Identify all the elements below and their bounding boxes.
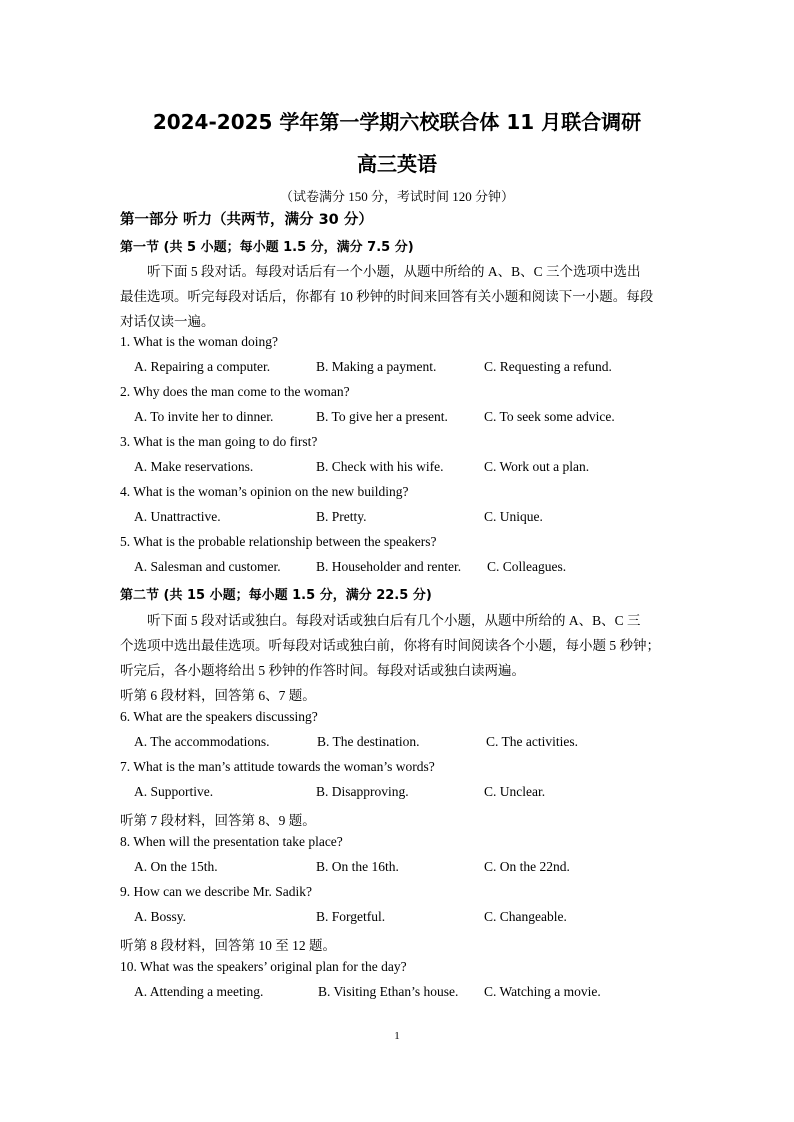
section1-heading: 第一节 (共 5 小题；每小题 1.5 分，满分 7.5 分) (120, 240, 414, 255)
section2-instruction-line: 听完后，各小题将给出 5 秒钟的作答时间。每段对话或独白读两遍。 (120, 663, 525, 678)
option-c: C. On the 22nd. (484, 859, 570, 874)
option-b: B. On the 16th. (316, 859, 399, 874)
option-b: B. Disapproving. (316, 784, 409, 799)
option-a: A. Repairing a computer. (134, 359, 271, 374)
section2-instruction-line: 听下面 5 段对话或独白。每段对话或独白后有几个小题，从题中所给的 A、B、C 三 (147, 613, 641, 628)
question-6: 6. What are the speakers discussing? (120, 709, 318, 724)
group-instruction: 听第 7 段材料，回答第 8、9 题。 (120, 813, 316, 828)
option-a: A. Salesman and customer. (134, 559, 281, 574)
option-a: A. Attending a meeting. (134, 984, 264, 999)
option-c: C. Watching a movie. (484, 984, 601, 999)
option-c: C. Unclear. (484, 784, 546, 799)
section2-heading: 第二节 (共 15 小题；每小题 1.5 分，满分 22.5 分) (120, 588, 432, 603)
option-a: A. Supportive. (134, 784, 214, 799)
option-c: C. Requesting a refund. (484, 359, 612, 374)
exam-subtitle: 高三英语 (357, 152, 437, 176)
question-5: 5. What is the probable relationship between the speakers? (120, 534, 437, 549)
question-1: 1. What is the woman doing? (120, 334, 278, 349)
question-10: 10. What was the speakers’ original plan for the day? (120, 959, 407, 974)
option-c: C. Changeable. (484, 909, 567, 924)
option-b: B. Check with his wife. (316, 459, 444, 474)
question-7: 7. What is the man’s attitude towards the woman’s words? (120, 759, 435, 774)
exam-note: （试卷满分 150 分，考试时间 120 分钟） (279, 189, 514, 204)
group-instruction: 听第 6 段材料，回答第 6、7 题。 (120, 688, 316, 703)
option-b: B. Pretty. (316, 509, 367, 524)
option-a: A. On the 15th. (134, 859, 218, 874)
option-c: C. The activities. (486, 734, 578, 749)
section1-instruction-line: 对话仅读一遍。 (120, 314, 215, 329)
section2-instruction-line: 个选项中选出最佳选项。听每段对话或独白前，你将有时间阅读各个小题，每小题 5 秒钟； (120, 638, 660, 653)
option-c: C. Unique. (484, 509, 543, 524)
exam-title: 2024-2025 学年第一学期六校联合体 11 月联合调研 (152, 110, 642, 134)
option-c: C. Work out a plan. (484, 459, 590, 474)
section1-instruction-line: 最佳选项。听完每段对话后，你都有 10 秒钟的时间来回答有关小题和阅读下一小题。每段 (120, 289, 654, 304)
page-number: 1 (394, 1030, 400, 1042)
question-4: 4. What is the woman’s opinion on the new building? (120, 484, 409, 499)
option-a: A. Unattractive. (134, 509, 221, 524)
option-b: B. The destination. (317, 734, 420, 749)
group-instruction: 听第 8 段材料，回答第 10 至 12 题。 (120, 938, 336, 953)
option-b: B. Making a payment. (316, 359, 437, 374)
option-a: A. To invite her to dinner. (134, 409, 274, 424)
question-8: 8. When will the presentation take place? (120, 834, 343, 849)
option-c: C. To seek some advice. (484, 409, 615, 424)
option-b: B. Householder and renter. (316, 559, 462, 574)
option-a: A. Bossy. (134, 909, 187, 924)
option-b: B. Visiting Ethan’s house. (318, 984, 459, 999)
option-a: A. The accommodations. (134, 734, 270, 749)
option-a: A. Make reservations. (134, 459, 254, 474)
question-2: 2. Why does the man come to the woman? (120, 384, 350, 399)
part1-heading: 第一部分 听力（共两节，满分 30 分） (120, 212, 373, 228)
question-3: 3. What is the man going to do first? (120, 434, 318, 449)
option-b: B. To give her a present. (316, 409, 448, 424)
section1-instruction-line: 听下面 5 段对话。每段对话后有一个小题，从题中所给的 A、B、C 三个选项中选出 (147, 264, 641, 279)
option-b: B. Forgetful. (316, 909, 386, 924)
option-c: C. Colleagues. (487, 559, 567, 574)
question-9: 9. How can we describe Mr. Sadik? (120, 884, 312, 899)
